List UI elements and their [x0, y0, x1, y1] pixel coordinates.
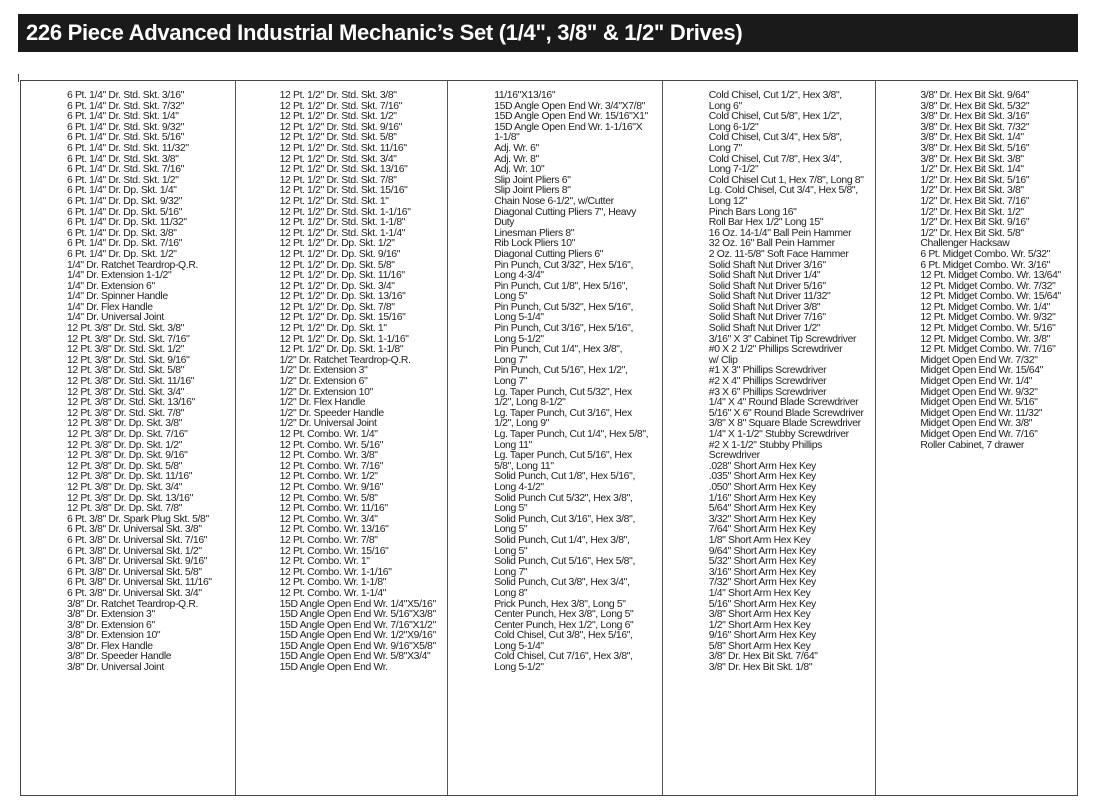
list-item: 1/16" Short Arm Hex Key	[708, 492, 816, 504]
list-item: 7/64" Short Arm Hex Key	[708, 524, 816, 536]
list-item: 6 Pt. 1/4" Dr. Std. Skt. 1/2"	[67, 174, 179, 186]
list-item: Lg. Taper Punch, Cut 1/4", Hex 5/8",	[494, 429, 649, 440]
list-item: 12 Pt. Combo. Wr. 5/8"	[279, 492, 378, 504]
list-item: 11/16"X13/16"	[494, 90, 556, 101]
list-item: 1/2" Short Arm Hex Key	[708, 619, 811, 631]
parts-list	[67, 91, 231, 674]
list-item: 6 Pt. 3/8" Dr. Universal Skt. 9/16"	[67, 556, 208, 568]
list-item: 3/8" Dr. Hex Bit Skt. 3/8"	[920, 153, 1024, 165]
list-item: 12 Pt. 3/8" Dr. Dp. Skt. 7/16"	[67, 429, 188, 440]
list-item: Challenger Hacksaw	[920, 238, 1010, 250]
page-title: 226 Piece Advanced Industrial Mechanic’s Set (1/4", 3/8" & 1/2" Drives)	[18, 14, 1078, 52]
list-item: Long 7"	[494, 566, 528, 578]
list-item: Long 8"	[494, 587, 528, 599]
list-item: Pin Punch, Cut 1/4", Hex 3/8",	[494, 344, 623, 356]
list-item: 3/8" Dr. Ratchet Teardrop-Q.R.	[67, 598, 199, 610]
list-item: 5/64" Short Arm Hex Key	[708, 503, 816, 515]
list-item: 3/8" Dr. Hex Bit Skt. 1/4"	[920, 132, 1024, 144]
list-item: 12 Pt. 1/2" Dr. Std. Skt. 13/16"	[279, 164, 408, 176]
list-item: 1/2" Dr. Extension 10"	[279, 386, 373, 398]
list-item: 3/16" Short Arm Hex Key	[708, 566, 816, 578]
list-item: 12 Pt. 1/2" Dr. Std. Skt. 1-1/8"	[279, 217, 406, 229]
list-item: 1/2" Dr. Extension 3"	[279, 365, 368, 377]
list-item: 15D Angle Open End Wr. 7/16"X1/2"	[279, 619, 436, 631]
list-item: 1/4" X 4" Round Blade Screwdriver	[708, 397, 859, 409]
list-item: 12 Pt. Midget Combo. Wr. 7/16"	[920, 344, 1056, 356]
list-item: 12 Pt. 1/2" Dr. Std. Skt. 3/4"	[279, 153, 397, 165]
list-item: 15D Angle Open End Wr. 3/4"X7/8"	[494, 100, 645, 112]
list-item: w/ Clip	[708, 354, 738, 366]
list-item: Rib Lock Pliers 10"	[494, 238, 575, 250]
list-item: #2 X 4" Phillips Screwdriver	[708, 376, 827, 388]
list-item: 12 Pt. 1/2" Dr. Std. Skt. 11/16"	[279, 142, 407, 154]
list-item: Solid Punch, Cut 1/8", Hex 5/16",	[494, 471, 635, 483]
list-item: 12 Pt. Combo. Wr. 1/4"	[279, 429, 378, 440]
list-item: 12 Pt. 3/8" Dr. Dp. Skt. 1/2"	[67, 439, 183, 451]
list-item: 12 Pt. Combo. Wr. 1-1/4"	[279, 587, 387, 599]
list-item: Cold Chisel, Cut 3/4", Hex 5/8",	[708, 132, 842, 144]
list-item: 12 Pt. Midget Combo. Wr. 3/8"	[920, 333, 1051, 345]
corner-mark	[18, 74, 19, 82]
list-item: Solid Shaft Nut Driver 3/8"	[708, 301, 821, 313]
list-item: 1/4" Dr. Universal Joint	[67, 312, 164, 324]
list-item: 12 Pt. 3/8" Dr. Dp. Skt. 3/4"	[67, 481, 183, 493]
list-item: 1/4" X 1-1/2" Stubby Screwdriver	[708, 429, 849, 440]
list-item: .050" Short Arm Hex Key	[708, 481, 816, 493]
list-item: 12 Pt. 1/2" Dr. Dp. Skt. 1"	[279, 323, 387, 335]
list-item: Solid Shaft Nut Driver 7/16"	[708, 312, 826, 324]
list-item: #1 X 3" Phillips Screwdriver	[708, 365, 827, 377]
parts-list-table	[20, 80, 1078, 796]
list-item: 12 Pt. Midget Combo. Wr. 9/32"	[920, 312, 1056, 324]
list-item: 12 Pt. 1/2" Dr. Std. Skt. 1-1/16"	[279, 206, 411, 218]
list-item: 12 Pt. Combo. Wr. 15/16"	[279, 545, 389, 557]
list-item: Midget Open End Wr. 9/32"	[920, 386, 1038, 398]
list-item: 12 Pt. Combo. Wr. 9/16"	[279, 481, 384, 493]
list-item: Midget Open End Wr. 11/32"	[920, 407, 1043, 419]
list-item: 1/2" Dr. Speeder Handle	[279, 407, 384, 419]
list-item: 3/8" Dr. Extension 6"	[67, 619, 155, 631]
list-item: 12 Pt. Combo. Wr. 1-1/16"	[279, 566, 392, 578]
list-item: 12 Pt. 3/8" Dr. Std. Skt. 1/2"	[67, 344, 185, 356]
list-item: Lg. Cold Chisel, Cut 3/4", Hex 5/8",	[708, 185, 858, 197]
list-item: 15D Angle Open End Wr. 1/2"X9/16"	[279, 630, 436, 642]
list-item: 1/2" Dr. Hex Bit Skt. 3/8"	[920, 185, 1024, 197]
list-item: 12 Pt. Midget Combo. Wr. 1/4"	[920, 301, 1051, 313]
list-item: 1/4" Dr. Extension 6"	[67, 280, 155, 292]
list-item: 15D Angle Open End Wr. 5/8"X3/4"	[279, 651, 431, 663]
list-item: Cold Chisel, Cut 1/2", Hex 3/8",	[708, 90, 842, 101]
list-item: 7/32" Short Arm Hex Key	[708, 577, 816, 589]
list-item: 3/8" X 8" Square Blade Screwdriver	[708, 418, 861, 430]
list-item: 9/64" Short Arm Hex Key	[708, 545, 816, 557]
list-item: 6 Pt. 3/8" Dr. Universal Skt. 11/16"	[67, 577, 212, 589]
list-item: 1/2" Dr. Hex Bit Skt. 1/2"	[920, 206, 1024, 218]
list-item: Midget Open End Wr. 3/8"	[920, 418, 1033, 430]
list-item: 15D Angle Open End Wr. 1-1/16"X	[494, 121, 643, 133]
list-item: 3/8" Dr. Universal Joint	[67, 662, 164, 674]
list-item: 12 Pt. 1/2" Dr. Dp. Skt. 1-1/8"	[279, 344, 404, 356]
list-item: 3/8" Dr. Extension 3"	[67, 609, 155, 621]
list-item: 3/8" Dr. Hex Bit Skt. 1/8"	[708, 662, 813, 674]
list-item: 5/16" Short Arm Hex Key	[708, 598, 816, 610]
list-item: Long 5-1/4"	[494, 640, 544, 652]
list-item: Long 5-1/4"	[494, 312, 544, 324]
list-item: 12 Pt. 1/2" Dr. Std. Skt. 7/8"	[279, 174, 397, 186]
list-item: 3/8" Short Arm Hex Key	[708, 609, 811, 621]
list-item: 1/2" Dr. Universal Joint	[279, 418, 377, 430]
list-item: Midget Open End Wr. 15/64"	[920, 365, 1043, 377]
list-item: 12 Pt. 3/8" Dr. Std. Skt. 3/8"	[67, 323, 185, 335]
list-item: 12 Pt. 1/2" Dr. Dp. Skt. 7/8"	[279, 301, 395, 313]
list-item: Chain Nose 6-1/2", w/Cutter	[494, 195, 614, 207]
list-item: Solid Punch, Cut 1/4", Hex 3/8",	[494, 534, 630, 546]
parts-column-2	[236, 81, 449, 795]
list-item: 12 Pt. Midget Combo. Wr. 5/16"	[920, 323, 1056, 335]
list-item: Center Punch, Hex 3/8", Long 5"	[494, 609, 634, 621]
list-item: 5/8", Long 11"	[494, 460, 554, 472]
list-item: 3/8" Dr. Extension 10"	[67, 630, 161, 642]
list-item: Long 11"	[494, 439, 532, 451]
list-item: 6 Pt. 3/8" Dr. Universal Skt. 1/2"	[67, 545, 202, 557]
list-item: 12 Pt. 1/2" Dr. Std. Skt. 1"	[279, 195, 389, 207]
list-item: 3/8" Dr. Hex Bit Skt. 3/16"	[920, 111, 1030, 123]
list-item: 12 Pt. Midget Combo. Wr. 7/32"	[920, 280, 1056, 292]
list-item: Lg. Taper Punch, Cut 3/16", Hex	[494, 407, 632, 419]
list-item: Solid Shaft Nut Driver 1/2"	[708, 323, 821, 335]
list-item: Roll Bar Hex 1/2" Long 15"	[708, 217, 824, 229]
parts-column-4	[663, 81, 877, 795]
list-item: 1/2" Dr. Flex Handle	[279, 397, 366, 409]
list-item: 6 Pt. 1/4" Dr. Dp. Skt. 7/16"	[67, 238, 183, 250]
list-item: Solid Shaft Nut Driver 3/16"	[708, 259, 826, 271]
list-item: 12 Pt. Midget Combo. Wr. 13/64"	[920, 270, 1061, 282]
list-item: 12 Pt. Combo. Wr. 11/16"	[279, 503, 388, 515]
list-item: 3/8" Dr. Hex Bit Skt. 5/16"	[920, 142, 1030, 154]
list-item: 12 Pt. 1/2" Dr. Std. Skt. 1-1/4"	[279, 227, 406, 239]
list-item: 5/8" Short Arm Hex Key	[708, 640, 811, 652]
list-item: Long 6"	[708, 100, 742, 112]
list-item: 12 Pt. 3/8" Dr. Std. Skt. 11/16"	[67, 376, 195, 388]
list-item: Adj. Wr. 8"	[494, 153, 539, 165]
parts-list	[709, 91, 872, 674]
list-item: 6 Pt. 1/4" Dr. Std. Skt. 3/8"	[67, 153, 179, 165]
list-item: 12 Pt. 3/8" Dr. Std. Skt. 9/16"	[67, 354, 190, 366]
list-item: Pin Punch, Cut 1/8", Hex 5/16",	[494, 280, 628, 292]
list-item: 12 Pt. 1/2" Dr. Dp. Skt. 1-1/16"	[279, 333, 409, 345]
list-item: 3/8" Dr. Speeder Handle	[67, 651, 172, 663]
list-item: 6 Pt. 1/4" Dr. Dp. Skt. 11/32"	[67, 217, 187, 229]
list-item: 1/2" Dr. Hex Bit Skt. 5/8"	[920, 227, 1024, 239]
list-item: Solid Punch, Cut 3/16", Hex 3/8",	[494, 513, 635, 525]
list-item: Pin Punch, Cut 5/16", Hex 1/2",	[494, 365, 628, 377]
list-item: 12 Pt. 1/2" Dr. Std. Skt. 1/2"	[279, 111, 397, 123]
list-item: 12 Pt. Combo. Wr. 1"	[279, 556, 370, 568]
list-item: 6 Pt. 3/8" Dr. Spark Plug Skt. 5/8"	[67, 513, 209, 525]
list-item: 3/32" Short Arm Hex Key	[708, 513, 816, 525]
list-item: 12 Pt. 3/8" Dr. Dp. Skt. 11/16"	[67, 471, 193, 483]
list-item: Long 5"	[494, 545, 528, 557]
list-item: 12 Pt. 1/2" Dr. Std. Skt. 9/16"	[279, 121, 403, 133]
list-item: 1/2" Dr. Extension 6"	[279, 376, 368, 388]
list-item: 15D Angle Open End Wr. 15/16"X1"	[494, 111, 648, 123]
list-item: Long 5-1/2"	[494, 662, 544, 674]
list-item: Solid Punch, Cut 3/8", Hex 3/4",	[494, 577, 630, 589]
list-item: 12 Pt. Combo. Wr. 1/2"	[279, 471, 378, 483]
list-item: 15D Angle Open End Wr. 5/16"X3/8"	[279, 609, 436, 621]
list-item: 5/32" Short Arm Hex Key	[708, 556, 816, 568]
list-item: 12 Pt. Midget Combo. Wr. 15/64"	[920, 291, 1061, 303]
list-item: Cold Chisel, Cut 7/16", Hex 3/8",	[494, 651, 633, 663]
list-item: Long 7-1/2"	[708, 164, 759, 176]
list-item: 9/16" Short Arm Hex Key	[708, 630, 816, 642]
list-item: 6 Pt. 1/4" Dr. Dp. Skt. 3/8"	[67, 227, 177, 239]
parts-column-3	[448, 81, 663, 795]
list-item: #3 X 6" Phillips Screwdriver	[708, 386, 827, 398]
list-item: 32 Oz. 16" Ball Pein Hammer	[708, 238, 835, 250]
list-item: 12 Pt. 1/2" Dr. Dp. Skt. 1/2"	[279, 238, 395, 250]
list-item: 16 Oz. 14-1/4" Ball Pein Hammer	[708, 227, 852, 239]
list-item: .028" Short Arm Hex Key	[708, 460, 816, 472]
list-item: 1/4" Dr. Flex Handle	[67, 301, 153, 313]
list-item: Duty	[494, 217, 515, 229]
list-item: 1/2", Long 9"	[494, 418, 550, 430]
list-item: #2 X 1-1/2" Stubby Phillips	[708, 439, 823, 451]
list-item: Cold Chisel, Cut 7/8", Hex 3/4",	[708, 153, 842, 165]
list-item: Pin Punch, Cut 5/32", Hex 5/16",	[494, 301, 634, 313]
list-item: 12 Pt. 3/8" Dr. Std. Skt. 5/8"	[67, 365, 185, 377]
list-item: 12 Pt. 3/8" Dr. Dp. Skt. 3/8"	[67, 418, 183, 430]
list-item: 5/16" X 6" Round Blade Screwdriver	[708, 407, 864, 419]
list-item: 3/16" X 3" Cabinet Tip Screwdriver	[708, 333, 857, 345]
list-item: Lg. Taper Punch, Cut 5/16", Hex	[494, 450, 632, 462]
list-item: 12 Pt. 1/2" Dr. Std. Skt. 7/16"	[279, 100, 403, 112]
list-item: .035" Short Arm Hex Key	[708, 471, 816, 483]
list-item: 12 Pt. Combo. Wr. 5/16"	[279, 439, 384, 451]
list-item: Long 5"	[494, 524, 528, 536]
list-item: Solid Punch, Cut 5/16", Hex 5/8",	[494, 556, 635, 568]
list-item: 12 Pt. 1/2" Dr. Dp. Skt. 15/16"	[279, 312, 406, 324]
list-item: Solid Shaft Nut Driver 11/32"	[708, 291, 831, 303]
list-item: 6 Pt. 1/4" Dr. Std. Skt. 5/16"	[67, 132, 185, 144]
parts-list	[494, 91, 658, 674]
list-item: 6 Pt. 1/4" Dr. Std. Skt. 9/32"	[67, 121, 185, 133]
list-item: Diagonal Cutting Pliers 7", Heavy	[494, 206, 636, 218]
list-item: 12 Pt. Combo. Wr. 13/16"	[279, 524, 389, 536]
list-item: Long 5"	[494, 503, 528, 515]
list-item: 6 Pt. 3/8" Dr. Universal Skt. 3/4"	[67, 587, 202, 599]
list-item: 12 Pt. 1/2" Dr. Std. Skt. 3/8"	[279, 90, 397, 101]
list-item: 12 Pt. 1/2" Dr. Dp. Skt. 9/16"	[279, 248, 401, 260]
list-item: 12 Pt. 3/8" Dr. Std. Skt. 7/16"	[67, 333, 190, 345]
list-item: Cold Chisel Cut 1, Hex 7/8", Long 8"	[708, 174, 864, 186]
list-item: 12 Pt. Combo. Wr. 1-1/8"	[279, 577, 387, 589]
list-item: Screwdriver	[708, 450, 760, 462]
parts-list	[920, 91, 1073, 451]
list-item: 6 Pt. 1/4" Dr. Std. Skt. 1/4"	[67, 111, 179, 123]
list-item: 1/2" Dr. Ratchet Teardrop-Q.R.	[279, 354, 411, 366]
list-item: 6 Pt. 1/4" Dr. Std. Skt. 11/32"	[67, 142, 189, 154]
list-item: Diagonal Cutting Pliers 6"	[494, 248, 604, 260]
list-item: 1/8" Short Arm Hex Key	[708, 534, 811, 546]
list-item: 12 Pt. Combo. Wr. 7/8"	[279, 534, 378, 546]
list-item: Slip Joint Pliers 8"	[494, 185, 571, 197]
list-item: Long 4-1/2"	[494, 481, 544, 493]
list-item: 1-1/8"	[494, 132, 520, 144]
list-item: Solid Shaft Nut Driver 1/4"	[708, 270, 821, 282]
list-item: Long 7"	[494, 354, 528, 366]
list-item: Long 5-1/2"	[494, 333, 544, 345]
list-item: Center Punch, Hex 1/2", Long 6"	[494, 619, 634, 631]
list-item: Long 4-3/4"	[494, 270, 544, 282]
list-item: Long 7"	[708, 142, 742, 154]
list-item: 12 Pt. 1/2" Dr. Dp. Skt. 11/16"	[279, 270, 405, 282]
list-item: 6 Pt. 3/8" Dr. Universal Skt. 3/8"	[67, 524, 202, 536]
list-item: 12 Pt. 3/8" Dr. Dp. Skt. 9/16"	[67, 450, 188, 462]
list-item: Cold Chisel, Cut 5/8", Hex 1/2",	[708, 111, 842, 123]
list-item: 3/8" Dr. Flex Handle	[67, 640, 153, 652]
list-item: Prick Punch, Hex 3/8", Long 5"	[494, 598, 626, 610]
list-item: 12 Pt. 3/8" Dr. Std. Skt. 7/8"	[67, 407, 185, 419]
list-item: Solid Shaft Nut Driver 5/16"	[708, 280, 826, 292]
list-item: Long 12"	[708, 195, 748, 207]
list-item: 1/2" Dr. Hex Bit Skt. 1/4"	[920, 164, 1024, 176]
list-item: Roller Cabinet, 7 drawer	[920, 439, 1025, 451]
list-item: Midget Open End Wr. 7/16"	[920, 429, 1038, 440]
list-item: Cold Chisel, Cut 3/8", Hex 5/16",	[494, 630, 633, 642]
list-item: 2 Oz. 11-5/8" Soft Face Hammer	[708, 248, 849, 260]
list-item: 1/2" Dr. Hex Bit Skt. 7/16"	[920, 195, 1030, 207]
list-item: 12 Pt. 1/2" Dr. Dp. Skt. 5/8"	[279, 259, 395, 271]
list-item: 6 Pt. Midget Combo. Wr. 5/32"	[920, 248, 1051, 260]
list-item: 12 Pt. 1/2" Dr. Dp. Skt. 3/4"	[279, 280, 395, 292]
list-item: Long 6-1/2"	[708, 121, 759, 133]
list-item: Long 7"	[494, 376, 528, 388]
list-item: 12 Pt. 1/2" Dr. Dp. Skt. 13/16"	[279, 291, 406, 303]
list-item: 6 Pt. 1/4" Dr. Std. Skt. 7/16"	[67, 164, 185, 176]
list-item: 3/8" Dr. Hex Bit Skt. 7/32"	[920, 121, 1030, 133]
parts-list	[280, 91, 444, 674]
list-item: 15D Angle Open End Wr. 1/4"X5/16"	[279, 598, 436, 610]
list-item: Pin Punch, Cut 3/32", Hex 5/16",	[494, 259, 634, 271]
list-item: 1/2", Long 8-1/2"	[494, 397, 566, 409]
list-item: 12 Pt. 3/8" Dr. Std. Skt. 13/16"	[67, 397, 195, 409]
list-item: 1/4" Short Arm Hex Key	[708, 587, 811, 599]
list-item: 1/4" Dr. Extension 1-1/2"	[67, 270, 172, 282]
list-item: 15D Angle Open End Wr.	[279, 662, 388, 674]
list-item: 6 Pt. 1/4" Dr. Dp. Skt. 1/2"	[67, 248, 177, 260]
list-item: 6 Pt. 1/4" Dr. Dp. Skt. 5/16"	[67, 206, 183, 218]
list-item: 6 Pt. 3/8" Dr. Universal Skt. 5/8"	[67, 566, 202, 578]
list-item: 1/4" Dr. Ratchet Teardrop-Q.R.	[67, 259, 199, 271]
list-item: 12 Pt. 3/8" Dr. Std. Skt. 3/4"	[67, 386, 185, 398]
list-item: 12 Pt. 1/2" Dr. Std. Skt. 15/16"	[279, 185, 408, 197]
list-item: 15D Angle Open End Wr. 9/16"X5/8"	[279, 640, 436, 652]
list-item: 6 Pt. Midget Combo. Wr. 3/16"	[920, 259, 1051, 271]
list-item: 12 Pt. Combo. Wr. 7/16"	[279, 460, 384, 472]
list-item: 12 Pt. 1/2" Dr. Std. Skt. 5/8"	[279, 132, 397, 144]
list-item: 6 Pt. 1/4" Dr. Dp. Skt. 9/32"	[67, 195, 183, 207]
list-item: 3/8" Dr. Hex Bit Skt. 7/64"	[708, 651, 818, 663]
list-item: Adj. Wr. 10"	[494, 164, 545, 176]
list-item: Slip Joint Pliers 6"	[494, 174, 571, 186]
list-item: Pinch Bars Long 16"	[708, 206, 797, 218]
parts-column-1	[21, 81, 236, 795]
list-item: 6 Pt. 1/4" Dr. Std. Skt. 3/16"	[67, 90, 185, 101]
list-item: 3/8" Dr. Hex Bit Skt. 5/32"	[920, 100, 1030, 112]
list-item: Midget Open End Wr. 5/16"	[920, 397, 1038, 409]
list-item: 6 Pt. 1/4" Dr. Std. Skt. 7/32"	[67, 100, 185, 112]
list-item: 3/8" Dr. Hex Bit Skt. 9/64"	[920, 90, 1030, 101]
list-item: Linesman Pliers 8"	[494, 227, 575, 239]
list-item: 12 Pt. 3/8" Dr. Dp. Skt. 13/16"	[67, 492, 193, 504]
list-item: 12 Pt. 3/8" Dr. Dp. Skt. 7/8"	[67, 503, 183, 515]
parts-column-5	[876, 81, 1077, 795]
list-item: #0 X 2 1/2" Phillips Screwdriver	[708, 344, 843, 356]
list-item: 6 Pt. 3/8" Dr. Universal Skt. 7/16"	[67, 534, 208, 546]
list-item: 1/4" Dr. Spinner Handle	[67, 291, 168, 303]
list-item: Midget Open End Wr. 1/4"	[920, 376, 1033, 388]
list-item: Long 5"	[494, 291, 528, 303]
list-item: Midget Open End Wr. 7/32"	[920, 354, 1038, 366]
list-item: 12 Pt. Combo. Wr. 3/4"	[279, 513, 378, 525]
list-item: 12 Pt. 3/8" Dr. Dp. Skt. 5/8"	[67, 460, 183, 472]
list-item: 6 Pt. 1/4" Dr. Dp. Skt. 1/4"	[67, 185, 177, 197]
list-item: Lg. Taper Punch, Cut 5/32", Hex	[494, 386, 632, 398]
list-item: Solid Punch Cut 5/32", Hex 3/8",	[494, 492, 633, 504]
list-item: 1/2" Dr. Hex Bit Skt. 5/16"	[920, 174, 1030, 186]
list-item: Adj. Wr. 6"	[494, 142, 539, 154]
list-item: Pin Punch, Cut 3/16", Hex 5/16",	[494, 323, 634, 335]
list-item: 1/2" Dr. Hex Bit Skt. 9/16"	[920, 217, 1030, 229]
list-item: 12 Pt. Combo. Wr. 3/8"	[279, 450, 378, 462]
